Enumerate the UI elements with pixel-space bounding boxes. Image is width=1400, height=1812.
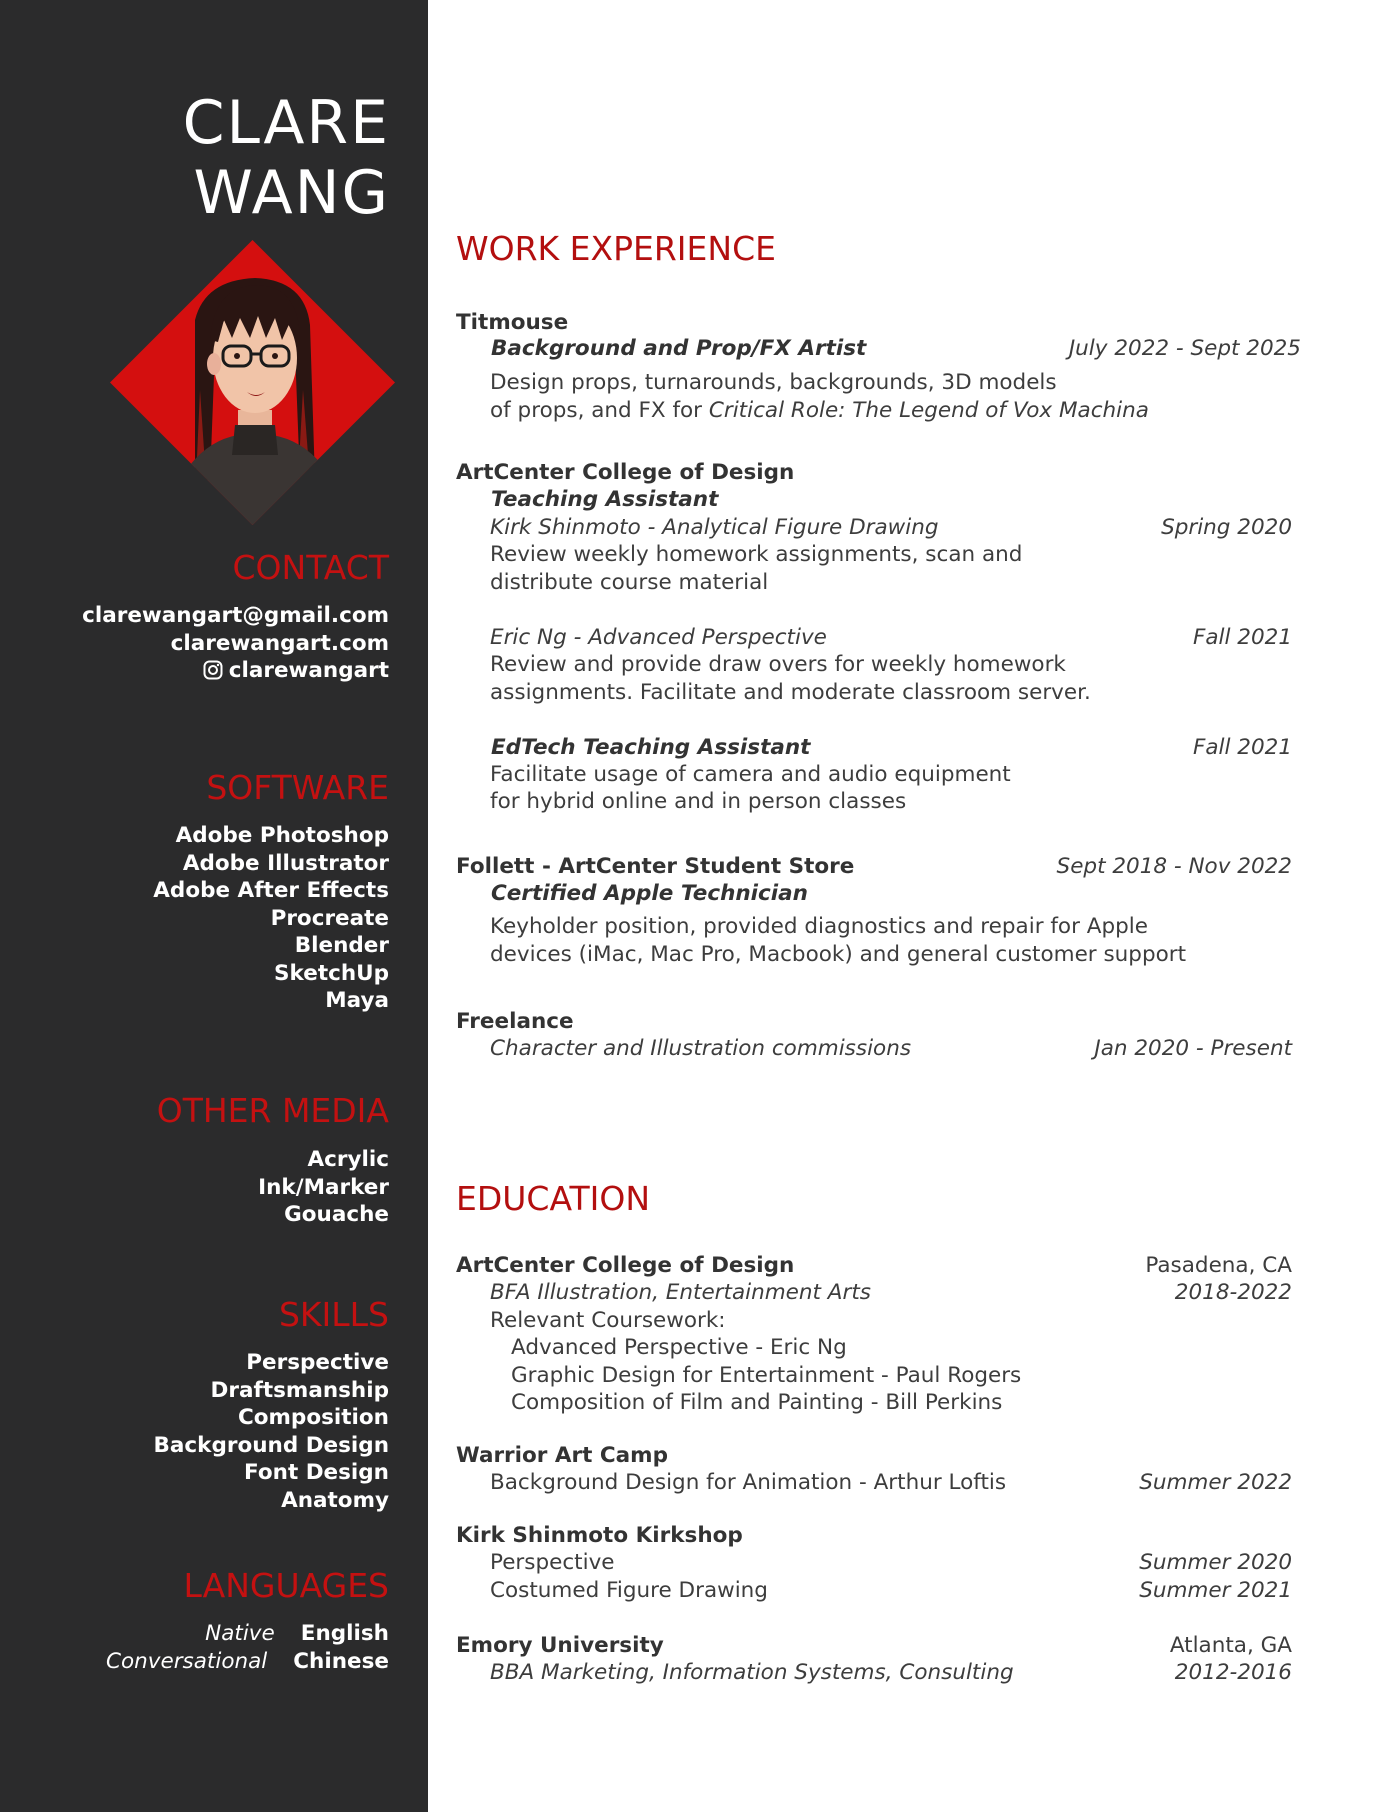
edu-org-kirkshop: Kirk Shinmoto Kirkshop [456,1523,743,1548]
edu-years: 2018-2022 [1174,1280,1292,1305]
edu-years: 2012-2016 [1174,1660,1292,1685]
list-item: Maya [325,988,389,1013]
work-desc: distribute course material [490,570,769,595]
edu-course: Perspective [490,1550,615,1575]
work-dates: Sept 2018 - Nov 2022 [1056,854,1292,879]
list-item: Adobe After Effects [153,878,389,903]
list-item: SketchUp [274,960,389,986]
work-desc [490,397,1149,425]
work-desc: Review weekly homework assignments, scan and [490,542,1023,567]
list-item: Adobe Photoshop [175,823,389,848]
list-item: Procreate [270,905,389,931]
work-desc: Review and provide draw overs for weekly homework [490,652,1066,677]
edu-degree: BFA Illustration, Entertainment Arts [490,1280,871,1305]
list-item: Draftsmanship [210,1377,389,1403]
software-heading: SOFTWARE [206,768,389,807]
work-desc: Character and Illustration commissions [490,1036,912,1061]
name-last: WANG [193,158,390,228]
work-desc: devices (iMac, Mac Pro, Macbook) and general customer support [490,942,1187,967]
work-dates: Fall 2021 [1192,625,1292,650]
language-name: Chinese [293,1648,389,1674]
education-heading: EDUCATION [456,1179,651,1218]
list-item: Gouache [284,1202,389,1227]
work-role: Certified Apple Technician [491,881,808,906]
edu-org-warrior: Warrior Art Camp [456,1443,668,1468]
edu-org-emory: Emory University [456,1633,664,1658]
work-desc: for hybrid online and in person classes [490,789,907,814]
skills-heading: SKILLS [278,1295,389,1334]
list-item: Font Design [244,1460,389,1485]
work-role: Teaching Assistant [491,487,719,512]
languages-heading: LANGUAGES [183,1566,389,1605]
email-link[interactable]: clarewangart@gmail.com [82,603,389,628]
work-desc: assignments. Facilitate and moderate classroom server. [490,680,1091,705]
work-desc: Design props, turnarounds, backgrounds, 3D models [490,370,1057,395]
language-name: English [300,1621,389,1646]
edu-degree: BBA Marketing, Information Systems, Consulting [490,1660,1014,1685]
work-experience-heading: WORK EXPERIENCE [456,229,776,268]
work-desc: Facilitate usage of camera and audio equipment [490,762,1011,787]
list-item: Anatomy [281,1487,389,1513]
list-item: Composition [237,1405,389,1430]
list-item: Adobe Illustrator [182,850,389,876]
work-desc: Keyholder position, provided diagnostics and repair for Apple [490,914,1148,939]
edu-location: Atlanta, GA [1169,1633,1292,1658]
edu-course: Advanced Perspective - Eric Ng [511,1335,847,1360]
work-dates: Spring 2020 [1161,515,1292,540]
edu-course: Composition of Film and Painting - Bill Perkins [511,1390,1003,1415]
work-org-artcenter: ArtCenter College of Design [456,460,795,485]
website-link[interactable]: clarewangart.com [170,630,389,656]
edu-date: Summer 2020 [1139,1550,1292,1575]
edu-org-artcenter: ArtCenter College of Design [456,1253,795,1278]
language-level: Conversational [105,1648,268,1674]
edu-location: Pasadena, CA [1145,1253,1292,1278]
edu-date: Summer 2021 [1139,1578,1292,1603]
edu-course: Graphic Design for Entertainment - Paul Rogers [511,1363,1022,1388]
work-org-freelance: Freelance [456,1009,574,1034]
work-dates: July 2022 - Sept 2025 [1068,336,1301,361]
work-role: EdTech Teaching Assistant [491,735,811,760]
instagram-handle: clarewangart [228,658,389,683]
work-role: Background and Prop/FX Artist [491,336,867,361]
work-course: Eric Ng - Advanced Perspective [490,625,827,650]
name-first: CLARE [182,88,390,158]
work-desc-text: of props, and FX for [490,398,709,423]
other-media-heading: OTHER MEDIA [156,1091,389,1130]
work-dates: Fall 2021 [1192,735,1292,760]
work-course: Kirk Shinmoto - Analytical Figure Drawing [490,515,939,540]
work-org-titmouse: Titmouse [456,310,569,335]
list-item: Blender [294,933,389,958]
edu-date: Summer 2022 [1139,1470,1292,1495]
contact-heading: CONTACT [232,548,389,587]
edu-course: Background Design for Animation - Arthur Loftis [490,1470,1007,1495]
list-item: Perspective [246,1350,389,1375]
language-level: Native [205,1621,275,1646]
list-item: Background Design [153,1432,389,1458]
edu-coursework-label: Relevant Coursework: [490,1308,726,1333]
work-dates: Jan 2020 - Present [1094,1036,1292,1061]
show-title: Critical Role: The Legend of Vox Machina [708,398,1149,423]
edu-course: Costumed Figure Drawing [490,1578,768,1603]
work-org-follett: Follett - ArtCenter Student Store [456,854,855,879]
list-item: Ink/Marker [258,1174,389,1200]
list-item: Acrylic [307,1147,389,1172]
